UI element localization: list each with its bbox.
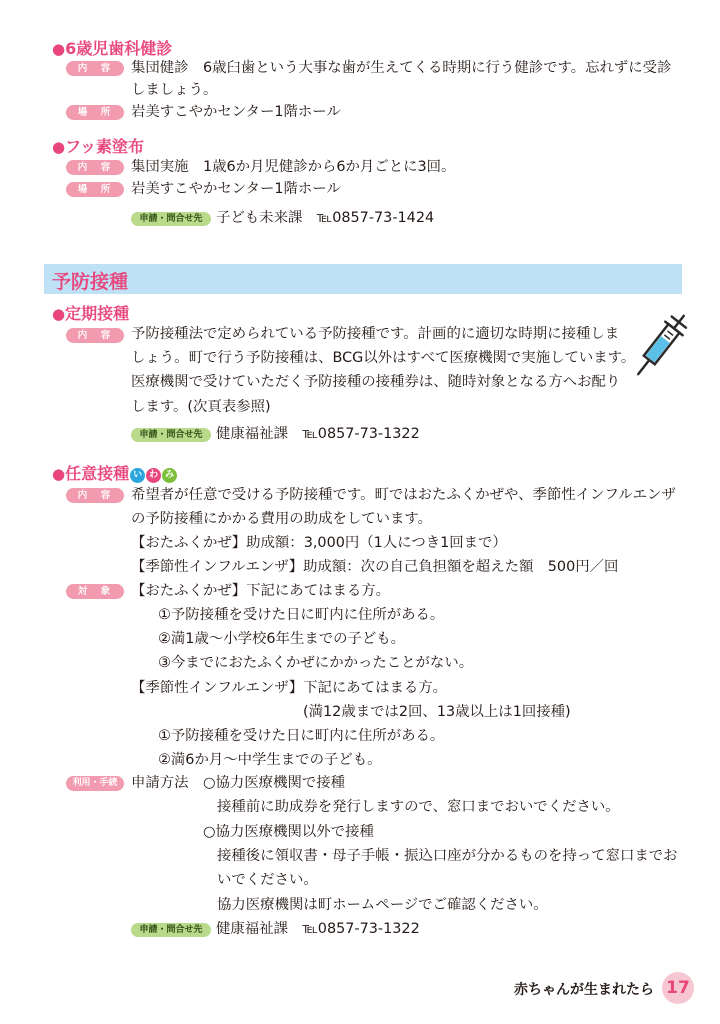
heading-fluoride-text: フッ素塗布 bbox=[65, 137, 144, 156]
bullet-dot-icon: ● bbox=[52, 138, 66, 156]
routine-content-line: 予防接種法で定められている予防接種です。計画的に適切な時期に接種しま bbox=[131, 326, 620, 342]
page-number: 17 bbox=[662, 972, 694, 1004]
naiyo-badge: 内 容 bbox=[66, 61, 124, 76]
iwami-logo-wa: わ bbox=[146, 468, 161, 483]
heading-dental-checkup bbox=[52, 36, 172, 59]
procedure-line: いでください。 bbox=[217, 872, 318, 888]
target-line: ②満1歳～小学校6年生までの子ども。 bbox=[158, 631, 406, 647]
fluoride-content: 集団実施 1歳6か月児健診から6か月ごとに3回。 bbox=[131, 159, 456, 175]
basho-badge: 場 所 bbox=[66, 105, 124, 120]
target-line: 【季節性インフルエンザ】下記にあてはまる方。 bbox=[131, 680, 448, 696]
dental-location: 岩美すこやかセンター1階ホール bbox=[131, 104, 341, 120]
target-line: ②満6か月～中学生までの子ども。 bbox=[158, 752, 382, 768]
optional-contact: 健康福祉課 ℡0857-73-1322 bbox=[216, 921, 420, 937]
heading-dental-checkup-text: 6歳児歯科健診 bbox=[65, 39, 173, 58]
contact-tag: 申請・問合せ先 bbox=[131, 923, 211, 937]
dental-content-line: 集団健診 6歳臼歯という大事な歯が生えてくる時期に行う健診です。忘れずに受診 bbox=[131, 60, 672, 76]
procedure-line: 申請方法 ○協力医療機関で接種 bbox=[131, 775, 346, 791]
contact-tag: 申請・問合せ先 bbox=[131, 428, 211, 442]
routine-contact: 健康福祉課 ℡0857-73-1322 bbox=[216, 426, 420, 442]
procedure-line: 接種前に助成券を発行しますので、窓口までおいでください。 bbox=[217, 799, 620, 815]
dental-content-line: しましょう。 bbox=[131, 82, 218, 98]
fluoride-location: 岩美すこやかセンター1階ホール bbox=[131, 181, 341, 197]
footer-title: 赤ちゃんが生まれたら bbox=[514, 982, 654, 998]
target-note: (満12歳までは2回、13歳以上は1回接種) bbox=[303, 704, 571, 720]
heading-fluoride bbox=[52, 134, 144, 157]
naiyo-badge: 内 容 bbox=[66, 328, 124, 343]
naiyo-badge: 内 容 bbox=[66, 488, 124, 503]
iwami-logo-mi: み bbox=[162, 468, 177, 483]
target-line: ①予防接種を受けた日に町内に住所がある。 bbox=[158, 607, 445, 623]
optional-content-line: 【季節性インフルエンザ】助成額：次の自己負担額を超えた額 500円／回 bbox=[131, 559, 619, 575]
procedure-line: 接種後に領収書・母子手帳・振込口座が分かるものを持って窓口までお bbox=[217, 848, 678, 864]
bullet-dot-icon: ● bbox=[52, 40, 66, 58]
basho-badge: 場 所 bbox=[66, 182, 124, 197]
heading-routine-vaccination bbox=[52, 301, 129, 324]
heading-routine-text: 定期接種 bbox=[65, 304, 130, 323]
section-title: 予防接種 bbox=[52, 271, 129, 293]
procedure-line: 協力医療機関は町ホームページでご確認ください。 bbox=[217, 897, 548, 913]
optional-content-line: 希望者が任意で受ける予防接種です。町ではおたふくかぜや、季節性インフルエンザ bbox=[131, 487, 676, 503]
optional-content-line: の予防接種にかかる費用の助成をしています。 bbox=[131, 511, 433, 527]
riyo-badge: 利用・手続 bbox=[66, 776, 124, 791]
routine-content-line: します。(次頁表参照) bbox=[131, 399, 271, 415]
section-band-vaccination bbox=[44, 264, 682, 294]
bullet-dot-icon: ● bbox=[52, 305, 66, 323]
bullet-dot-icon: ● bbox=[52, 465, 66, 483]
heading-optional-vaccination bbox=[52, 461, 177, 484]
contact-tag: 申請・問合せ先 bbox=[131, 212, 211, 226]
target-line: ①予防接種を受けた日に町内に住所がある。 bbox=[158, 728, 445, 744]
target-line: ③今までにおたふくかぜにかかったことがない。 bbox=[158, 655, 474, 671]
optional-content-line: 【おたふくかぜ】助成額：3,000円（1人につき1回まで） bbox=[131, 535, 507, 551]
naiyo-badge: 内 容 bbox=[66, 160, 124, 175]
routine-content-line: しょう。町で行う予防接種は、BCG以外はすべて医療機関で実施しています。 bbox=[131, 350, 636, 366]
heading-optional-text: 任意接種 bbox=[65, 464, 130, 483]
target-line: 【おたふくかぜ】下記にあてはまる方。 bbox=[131, 583, 391, 599]
iwami-logo-i: い bbox=[130, 468, 145, 483]
taisho-badge: 対 象 bbox=[66, 584, 124, 599]
syringe-icon bbox=[632, 306, 690, 384]
fluoride-contact: 子ども未来課 ℡0857-73-1424 bbox=[216, 210, 435, 226]
procedure-line: ○協力医療機関以外で接種 bbox=[203, 824, 374, 840]
routine-content-line: 医療機関で受けていただく予防接種の接種券は、随時対象となる方へお配り bbox=[131, 374, 621, 390]
